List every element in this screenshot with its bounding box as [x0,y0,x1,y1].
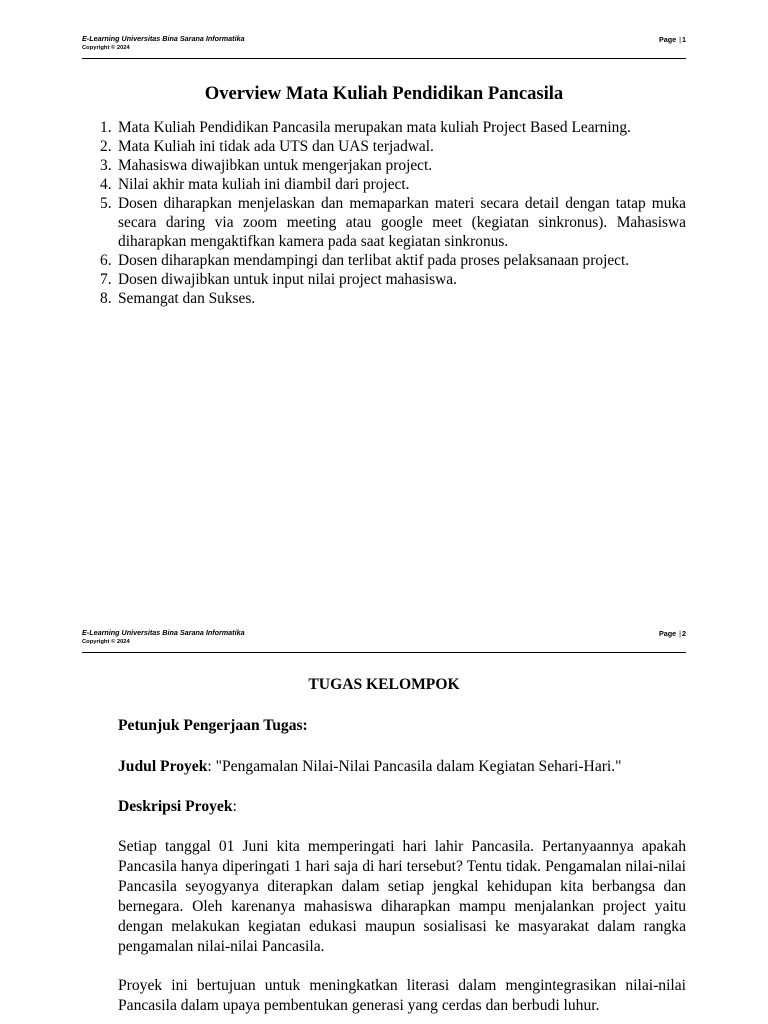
header-left [82,628,245,646]
list-item [100,270,686,289]
list-item [100,118,686,137]
list-item [100,175,686,194]
project-title-value: : "Pengamalan Nilai-Nilai Pancasila dalam Kegiatan Sehari-Hari." [207,758,622,775]
running-header [82,628,686,653]
page-separator: | [679,35,681,44]
overview-list [100,118,686,308]
header-page-number [659,629,686,639]
list-item [100,137,686,156]
page-separator: | [679,629,681,638]
header-left [82,34,245,52]
page-label: Page [658,35,677,44]
description-paragraph-2 [118,976,686,1016]
page-number-value: 1 [682,35,686,44]
header-institution: E-Learning Universitas Bina Sarana Informatika [82,628,245,637]
description-heading [118,797,686,817]
list-item-number: 7. [100,270,112,288]
description-colon: : [232,798,237,815]
list-item-text: Nilai akhir mata kuliah ini diambil dari project. [118,175,410,193]
page-label: Page [658,629,677,638]
instructions-heading: Petunjuk Pengerjaan Tugas: [118,717,308,734]
page-number-value: 2 [682,629,686,638]
list-item-number: 6. [100,251,112,269]
list-item-number: 4. [100,175,112,193]
project-title-line [118,757,686,777]
header-copyright: Copyright © 2024 [82,45,130,51]
page-title: Overview Mata Kuliah Pendidikan Pancasila [204,83,564,104]
list-item-number: 8. [100,289,112,307]
list-item [100,251,686,270]
list-item-number: 2. [100,137,112,155]
running-header [82,34,686,59]
list-item-text: Semangat dan Sukses. [118,289,256,307]
list-item-number: 3. [100,156,112,174]
list-item-number: 5. [100,194,112,212]
list-item-number: 1. [100,118,112,136]
description-paragraph-1 [118,837,686,957]
list-item-text: Dosen diharapkan menjelaskan dan memaparkan materi secara detail dengan tatap muka secara daring via zoom meeting atau google meet (kegiatan sinkronus). Mahasiswa diharapkan mengaktifkan kamera pada saat kegiatan sinkronus. [118,194,686,250]
description-label: Deskripsi Proyek [118,798,233,815]
list-item [100,289,686,308]
header-institution: E-Learning Universitas Bina Sarana Informatika [82,34,245,43]
list-item-text: Mata Kuliah ini tidak ada UTS dan UAS terjadwal. [118,137,434,155]
list-item-text: Mahasiswa diwajibkan untuk mengerjakan project. [118,156,433,174]
list-item [100,156,686,175]
list-item-text: Dosen diharapkan mendampingi dan terlibat aktif pada proses pelaksanaan project. [118,251,630,269]
list-item-text: Mata Kuliah Pendidikan Pancasila merupakan mata kuliah Project Based Learning. [118,118,631,136]
header-copyright: Copyright © 2024 [82,639,130,645]
project-title-label: Judul Proyek [118,758,208,775]
paragraph-text: Setiap tanggal 01 Juni kita memperingati hari lahir Pancasila. Pertanyaannya apakah Pancasila hanya diperingati 1 hari saja di hari tersebut? Tentu tidak. Pengamalan nilai-nilai Pancasila seyogyanya diterapkan dalam setiap jengkal kehidupan kita berbangsa dan bernegara. Oleh karenanya mahasiswa diharapkan mampu menjalankan project yaitu dengan melakukan kegiatan edukasi maupun sosialisasi ke masyarakat dalam rangka pengamalan nilai-nilai Pancasila. [118,838,686,955]
header-page-number [659,35,686,45]
section-title: TUGAS KELOMPOK [308,676,460,693]
list-item-text: Dosen diwajibkan untuk input nilai project mahasiswa. [118,270,457,288]
list-item [100,194,686,251]
paragraph-text: Proyek ini bertujuan untuk meningkatkan literasi dalam mengintegrasikan nilai-nilai Pancasila dalam upaya pembentukan generasi yang cerdas dan berbudi luhur. [118,977,686,1014]
document-page-2 [0,610,768,1024]
